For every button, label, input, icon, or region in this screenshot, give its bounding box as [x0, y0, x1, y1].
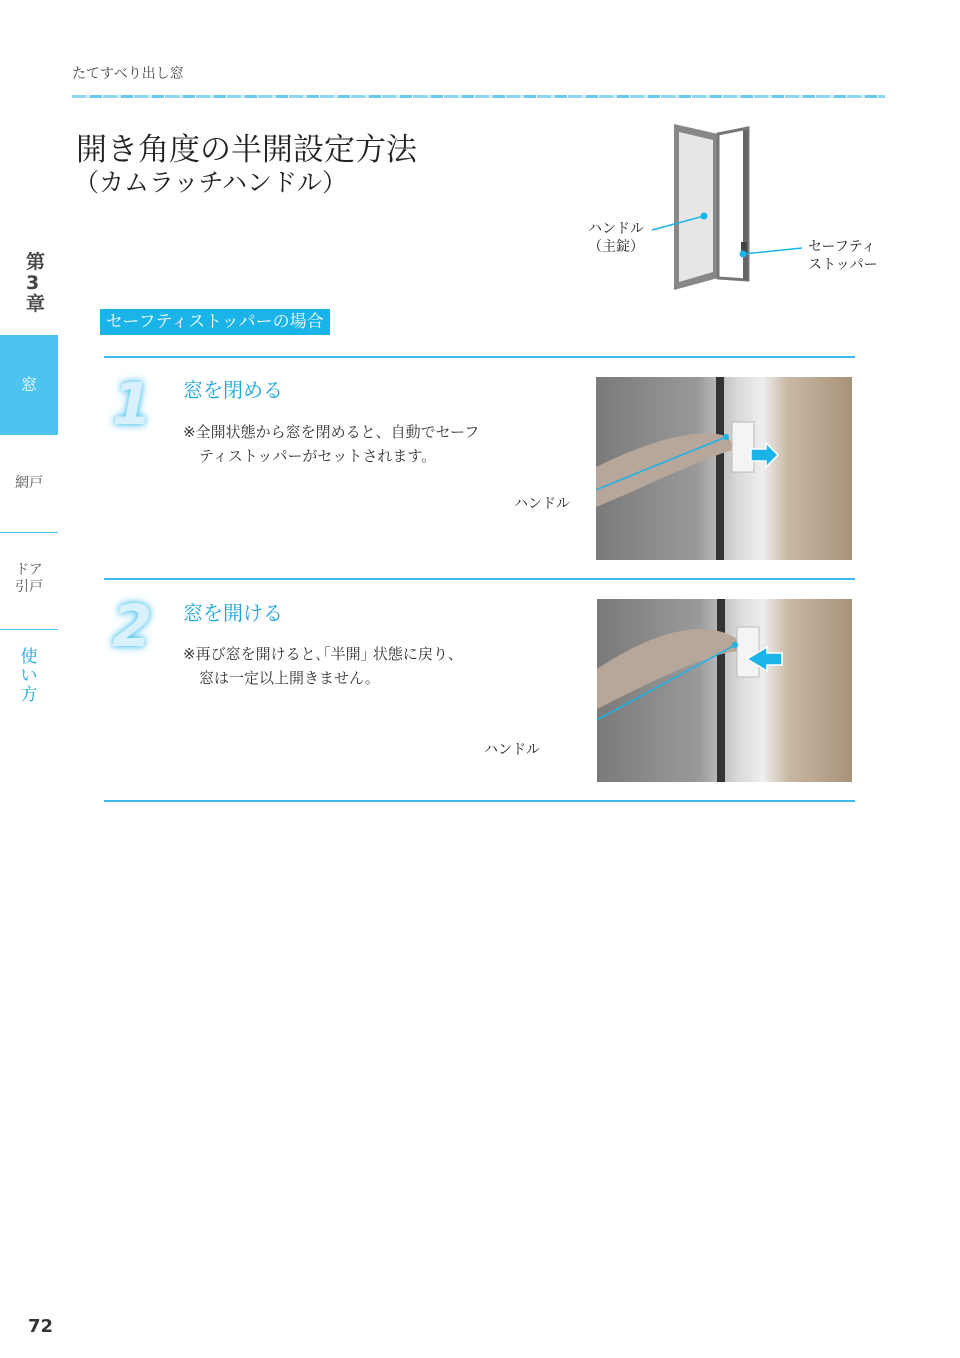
step-number: 2 [112, 592, 153, 660]
divider [104, 578, 855, 580]
chapter-char: 章 [26, 293, 46, 315]
page-title: 開き角度の半開設定方法 [76, 132, 417, 168]
sidebar-item-screen[interactable]: 網戸 [15, 475, 43, 491]
step-number: 1 [112, 370, 153, 438]
page-subtitle: （カムラッチハンドル） [74, 168, 348, 197]
note-line: 窓は一定以上開きません。 [199, 669, 380, 687]
sidebar-item-door[interactable] [0, 562, 58, 596]
door-label: ドア [15, 562, 43, 578]
stopper-label-2: ストッパー [808, 257, 878, 273]
step-heading: 窓を閉める [183, 378, 283, 402]
window-diagram [580, 110, 900, 310]
step-photo [597, 599, 852, 782]
sliding-door-label: 引戸 [15, 579, 43, 595]
sidebar-item-window[interactable]: 窓 [0, 335, 58, 435]
section-tag: セーフティストッパーの場合 [100, 309, 330, 335]
photo-callout: ハンドル [514, 496, 570, 512]
chapter-char: 第 [26, 251, 46, 273]
handle-callout [588, 220, 644, 256]
stopper-label-1: セーフティ [808, 239, 876, 255]
sidebar-item-usage[interactable] [0, 648, 58, 705]
divider [104, 356, 855, 358]
step-heading: 窓を開ける [183, 601, 283, 625]
main-lock-label: （主錠） [588, 239, 644, 255]
usage-char: 使 [20, 647, 38, 667]
handle-photo-illustration [597, 599, 852, 782]
section-label: たてすべり出し窓 [72, 66, 184, 82]
step-photo [596, 377, 852, 560]
note-line: ティストッパーがセットされます。 [199, 447, 437, 465]
handle-label: ハンドル [588, 221, 644, 237]
step-note [183, 420, 479, 468]
divider [104, 800, 855, 802]
stopper-callout [808, 238, 878, 274]
sidebar-divider [0, 629, 58, 630]
handle-photo-illustration [596, 377, 852, 560]
chapter-label [8, 252, 66, 315]
chapter-number: 3 [26, 272, 40, 294]
note-line: ※全開状態から窓を閉めると、自動でセーフ [183, 423, 480, 441]
step-note [183, 642, 463, 690]
usage-char: い [20, 666, 38, 686]
photo-callout: ハンドル [484, 742, 540, 758]
usage-char: 方 [20, 685, 38, 705]
sidebar-divider [0, 532, 58, 533]
page-number: 72 [28, 1316, 54, 1337]
note-line: ※再び窓を開けると､｢半開｣ 状態に戻り、 [183, 645, 463, 663]
header-divider [72, 95, 885, 98]
